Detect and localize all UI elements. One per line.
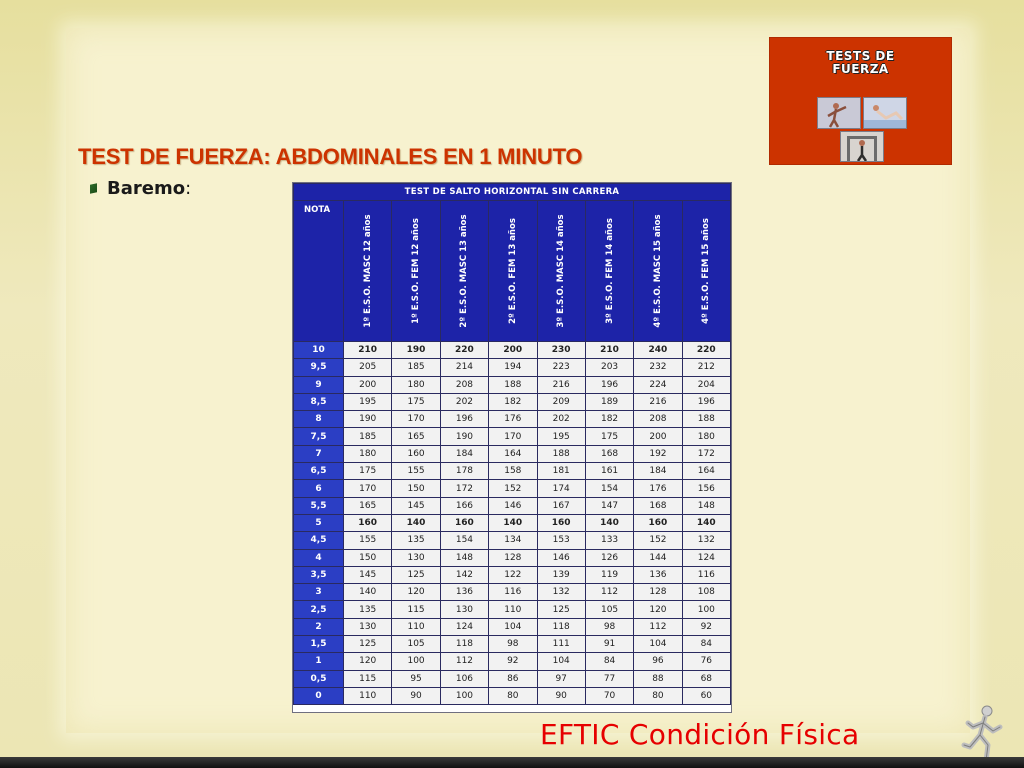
table-cell: 144 <box>634 549 682 566</box>
table-cell: 195 <box>537 428 585 445</box>
table-cell: 152 <box>489 480 537 497</box>
table-cell: 132 <box>682 532 730 549</box>
table-cell: 92 <box>682 618 730 635</box>
bullet-colon: : <box>185 178 192 199</box>
table-cell: 161 <box>585 463 633 480</box>
table-cell: 128 <box>489 549 537 566</box>
nota-cell: 8 <box>294 411 344 428</box>
table-cell: 150 <box>392 480 440 497</box>
table-cell: 210 <box>585 342 633 359</box>
table-cell: 112 <box>440 653 488 670</box>
column-header <box>634 201 682 342</box>
nota-cell: 7 <box>294 445 344 462</box>
table-cell: 97 <box>537 670 585 687</box>
table-cell: 164 <box>682 463 730 480</box>
table-cell: 200 <box>634 428 682 445</box>
table-row <box>294 463 731 480</box>
table-cell: 209 <box>537 393 585 410</box>
column-header <box>585 201 633 342</box>
table-cell: 100 <box>682 601 730 618</box>
table-cell: 140 <box>392 514 440 531</box>
column-header-label: 4º E.S.O. MASC 15 años <box>652 214 663 328</box>
table-cell: 153 <box>537 532 585 549</box>
table-cell: 110 <box>489 601 537 618</box>
table-cell: 140 <box>585 514 633 531</box>
table-row <box>294 393 731 410</box>
table-cell: 104 <box>537 653 585 670</box>
table-row <box>294 411 731 428</box>
table-cell: 168 <box>634 497 682 514</box>
table-cell: 105 <box>585 601 633 618</box>
table-cell: 150 <box>344 549 392 566</box>
table-cell: 190 <box>392 342 440 359</box>
table-cell: 119 <box>585 566 633 583</box>
table-cell: 184 <box>634 463 682 480</box>
table-cell: 140 <box>344 584 392 601</box>
table-row <box>294 342 731 359</box>
table-cell: 136 <box>634 566 682 583</box>
bullet-label: Baremo <box>107 178 186 199</box>
table-cell: 124 <box>440 618 488 635</box>
table-cell: 230 <box>537 342 585 359</box>
bottom-bar <box>0 757 1024 768</box>
table-cell: 152 <box>634 532 682 549</box>
table-cell: 132 <box>537 584 585 601</box>
table-cell: 216 <box>537 376 585 393</box>
table-row <box>294 584 731 601</box>
table-cell: 120 <box>344 653 392 670</box>
table-cell: 116 <box>489 584 537 601</box>
table-cell: 60 <box>682 687 730 704</box>
table-cell: 172 <box>682 445 730 462</box>
nota-cell: 1 <box>294 653 344 670</box>
column-header-label: 3º E.S.O. FEM 14 años <box>604 218 615 324</box>
nota-cell: 4,5 <box>294 532 344 549</box>
table-cell: 112 <box>634 618 682 635</box>
table-cell: 182 <box>489 393 537 410</box>
table-cell: 140 <box>489 514 537 531</box>
table-cell: 140 <box>682 514 730 531</box>
situp-photo <box>863 97 907 129</box>
table-row <box>294 618 731 635</box>
table-cell: 200 <box>489 342 537 359</box>
table-cell: 240 <box>634 342 682 359</box>
table-cell: 156 <box>682 480 730 497</box>
table-cell: 178 <box>440 463 488 480</box>
table-cell: 122 <box>489 566 537 583</box>
table-row <box>294 549 731 566</box>
nota-cell: 4 <box>294 549 344 566</box>
table-cell: 164 <box>489 445 537 462</box>
table-cell: 232 <box>634 359 682 376</box>
table-row <box>294 636 731 653</box>
table-row <box>294 566 731 583</box>
pushup-photo <box>840 131 884 162</box>
nota-cell: 5,5 <box>294 497 344 514</box>
table-cell: 84 <box>682 636 730 653</box>
bullet-icon <box>90 183 97 193</box>
table-cell: 148 <box>440 549 488 566</box>
table-row <box>294 670 731 687</box>
table-cell: 154 <box>585 480 633 497</box>
column-header-label: 2º E.S.O. FEM 13 años <box>507 218 518 324</box>
table-cell: 168 <box>585 445 633 462</box>
table-cell: 86 <box>489 670 537 687</box>
column-header-label: 2º E.S.O. MASC 13 años <box>459 214 470 328</box>
table-cell: 212 <box>682 359 730 376</box>
column-header-label: 4º E.S.O. FEM 15 años <box>701 218 712 324</box>
table-cell: 105 <box>392 636 440 653</box>
column-header-label: 3º E.S.O. MASC 14 años <box>556 214 567 328</box>
table-cell: 200 <box>344 376 392 393</box>
table-cell: 214 <box>440 359 488 376</box>
table-cell: 160 <box>440 514 488 531</box>
table-cell: 124 <box>682 549 730 566</box>
nota-cell: 7,5 <box>294 428 344 445</box>
table-cell: 196 <box>682 393 730 410</box>
table-cell: 176 <box>634 480 682 497</box>
table-cell: 160 <box>537 514 585 531</box>
nota-header: NOTA <box>294 201 344 342</box>
table-cell: 203 <box>585 359 633 376</box>
table-cell: 148 <box>682 497 730 514</box>
table-cell: 104 <box>489 618 537 635</box>
table-cell: 125 <box>392 566 440 583</box>
table-cell: 175 <box>392 393 440 410</box>
table-cell: 175 <box>344 463 392 480</box>
table-cell: 165 <box>392 428 440 445</box>
table-row <box>294 514 731 531</box>
table-cell: 192 <box>634 445 682 462</box>
table-cell: 130 <box>440 601 488 618</box>
baremo-table-container <box>292 182 732 713</box>
table-cell: 120 <box>634 601 682 618</box>
table-row <box>294 359 731 376</box>
table-cell: 160 <box>392 445 440 462</box>
table-cell: 202 <box>537 411 585 428</box>
table-cell: 172 <box>440 480 488 497</box>
table-cell: 216 <box>634 393 682 410</box>
runner-icon <box>960 703 1004 765</box>
table-cell: 145 <box>344 566 392 583</box>
table-cell: 125 <box>537 601 585 618</box>
table-cell: 92 <box>489 653 537 670</box>
table-row <box>294 428 731 445</box>
table-cell: 108 <box>682 584 730 601</box>
table-caption: TEST DE SALTO HORIZONTAL SIN CARRERA <box>294 184 731 201</box>
table-row <box>294 376 731 393</box>
nota-cell: 6 <box>294 480 344 497</box>
table-cell: 135 <box>344 601 392 618</box>
table-cell: 166 <box>440 497 488 514</box>
nota-cell: 5 <box>294 514 344 531</box>
table-cell: 194 <box>489 359 537 376</box>
table-cell: 68 <box>682 670 730 687</box>
table-cell: 70 <box>585 687 633 704</box>
table-cell: 134 <box>489 532 537 549</box>
column-header-label: 1º E.S.O. FEM 12 años <box>411 218 422 324</box>
table-cell: 167 <box>537 497 585 514</box>
table-cell: 188 <box>537 445 585 462</box>
column-header <box>682 201 730 342</box>
nota-cell: 6,5 <box>294 463 344 480</box>
table-cell: 147 <box>585 497 633 514</box>
table-cell: 155 <box>392 463 440 480</box>
nota-cell: 9,5 <box>294 359 344 376</box>
table-cell: 155 <box>344 532 392 549</box>
table-cell: 98 <box>489 636 537 653</box>
table-cell: 174 <box>537 480 585 497</box>
thumbnail-title: TESTS DE FUERZA <box>826 49 895 76</box>
table-cell: 90 <box>392 687 440 704</box>
brand-logo-text: EFTIC Condición Física <box>540 718 860 751</box>
table-cell: 116 <box>682 566 730 583</box>
baremo-bullet <box>90 178 191 199</box>
nota-cell: 9 <box>294 376 344 393</box>
table-cell: 154 <box>440 532 488 549</box>
table-cell: 176 <box>489 411 537 428</box>
table-cell: 88 <box>634 670 682 687</box>
table-cell: 146 <box>489 497 537 514</box>
table-cell: 185 <box>392 359 440 376</box>
table-cell: 170 <box>489 428 537 445</box>
nota-cell: 1,5 <box>294 636 344 653</box>
table-cell: 158 <box>489 463 537 480</box>
table-cell: 205 <box>344 359 392 376</box>
column-header <box>537 201 585 342</box>
table-cell: 130 <box>344 618 392 635</box>
table-cell: 224 <box>634 376 682 393</box>
table-cell: 196 <box>585 376 633 393</box>
table-cell: 180 <box>682 428 730 445</box>
table-cell: 145 <box>392 497 440 514</box>
table-cell: 188 <box>682 411 730 428</box>
table-cell: 180 <box>344 445 392 462</box>
table-cell: 118 <box>440 636 488 653</box>
table-cell: 120 <box>392 584 440 601</box>
table-cell: 84 <box>585 653 633 670</box>
table-cell: 190 <box>440 428 488 445</box>
table-cell: 139 <box>537 566 585 583</box>
table-cell: 98 <box>585 618 633 635</box>
column-header <box>489 201 537 342</box>
table-cell: 160 <box>344 514 392 531</box>
table-cell: 208 <box>440 376 488 393</box>
table-cell: 77 <box>585 670 633 687</box>
table-cell: 133 <box>585 532 633 549</box>
table-cell: 100 <box>440 687 488 704</box>
table-cell: 175 <box>585 428 633 445</box>
nota-cell: 0,5 <box>294 670 344 687</box>
baremo-table <box>293 183 731 705</box>
table-cell: 142 <box>440 566 488 583</box>
table-cell: 188 <box>489 376 537 393</box>
table-cell: 110 <box>392 618 440 635</box>
table-cell: 189 <box>585 393 633 410</box>
table-cell: 111 <box>537 636 585 653</box>
table-row <box>294 480 731 497</box>
nota-cell: 2,5 <box>294 601 344 618</box>
table-row <box>294 445 731 462</box>
table-cell: 170 <box>344 480 392 497</box>
table-cell: 91 <box>585 636 633 653</box>
table-cell: 204 <box>682 376 730 393</box>
table-cell: 80 <box>634 687 682 704</box>
table-cell: 135 <box>392 532 440 549</box>
table-cell: 220 <box>682 342 730 359</box>
nota-cell: 2 <box>294 618 344 635</box>
column-header <box>392 201 440 342</box>
table-cell: 146 <box>537 549 585 566</box>
table-cell: 195 <box>344 393 392 410</box>
page-title: TEST DE FUERZA: ABDOMINALES EN 1 MINUTO <box>78 144 583 169</box>
nota-cell: 3,5 <box>294 566 344 583</box>
table-cell: 180 <box>392 376 440 393</box>
table-cell: 90 <box>537 687 585 704</box>
table-cell: 104 <box>634 636 682 653</box>
table-cell: 95 <box>392 670 440 687</box>
nota-cell: 0 <box>294 687 344 704</box>
column-header-label: 1º E.S.O. MASC 12 años <box>362 214 373 328</box>
table-cell: 115 <box>344 670 392 687</box>
table-cell: 118 <box>537 618 585 635</box>
table-cell: 96 <box>634 653 682 670</box>
table-cell: 115 <box>392 601 440 618</box>
column-header <box>440 201 488 342</box>
table-cell: 182 <box>585 411 633 428</box>
table-cell: 112 <box>585 584 633 601</box>
table-cell: 125 <box>344 636 392 653</box>
table-cell: 208 <box>634 411 682 428</box>
tests-de-fuerza-thumbnail <box>769 37 952 165</box>
table-cell: 106 <box>440 670 488 687</box>
column-header <box>344 201 392 342</box>
table-cell: 223 <box>537 359 585 376</box>
table-cell: 210 <box>344 342 392 359</box>
table-row <box>294 532 731 549</box>
table-row <box>294 653 731 670</box>
table-row <box>294 687 731 704</box>
nota-cell: 3 <box>294 584 344 601</box>
table-cell: 202 <box>440 393 488 410</box>
table-cell: 128 <box>634 584 682 601</box>
nota-cell: 10 <box>294 342 344 359</box>
table-cell: 76 <box>682 653 730 670</box>
table-cell: 185 <box>344 428 392 445</box>
table-cell: 165 <box>344 497 392 514</box>
throw-photo <box>817 97 861 129</box>
table-cell: 184 <box>440 445 488 462</box>
table-row <box>294 497 731 514</box>
table-cell: 160 <box>634 514 682 531</box>
table-cell: 170 <box>392 411 440 428</box>
table-cell: 220 <box>440 342 488 359</box>
table-cell: 130 <box>392 549 440 566</box>
table-cell: 190 <box>344 411 392 428</box>
nota-cell: 8,5 <box>294 393 344 410</box>
table-cell: 181 <box>537 463 585 480</box>
table-cell: 126 <box>585 549 633 566</box>
table-cell: 136 <box>440 584 488 601</box>
table-cell: 80 <box>489 687 537 704</box>
table-cell: 100 <box>392 653 440 670</box>
table-cell: 110 <box>344 687 392 704</box>
table-row <box>294 601 731 618</box>
table-cell: 196 <box>440 411 488 428</box>
